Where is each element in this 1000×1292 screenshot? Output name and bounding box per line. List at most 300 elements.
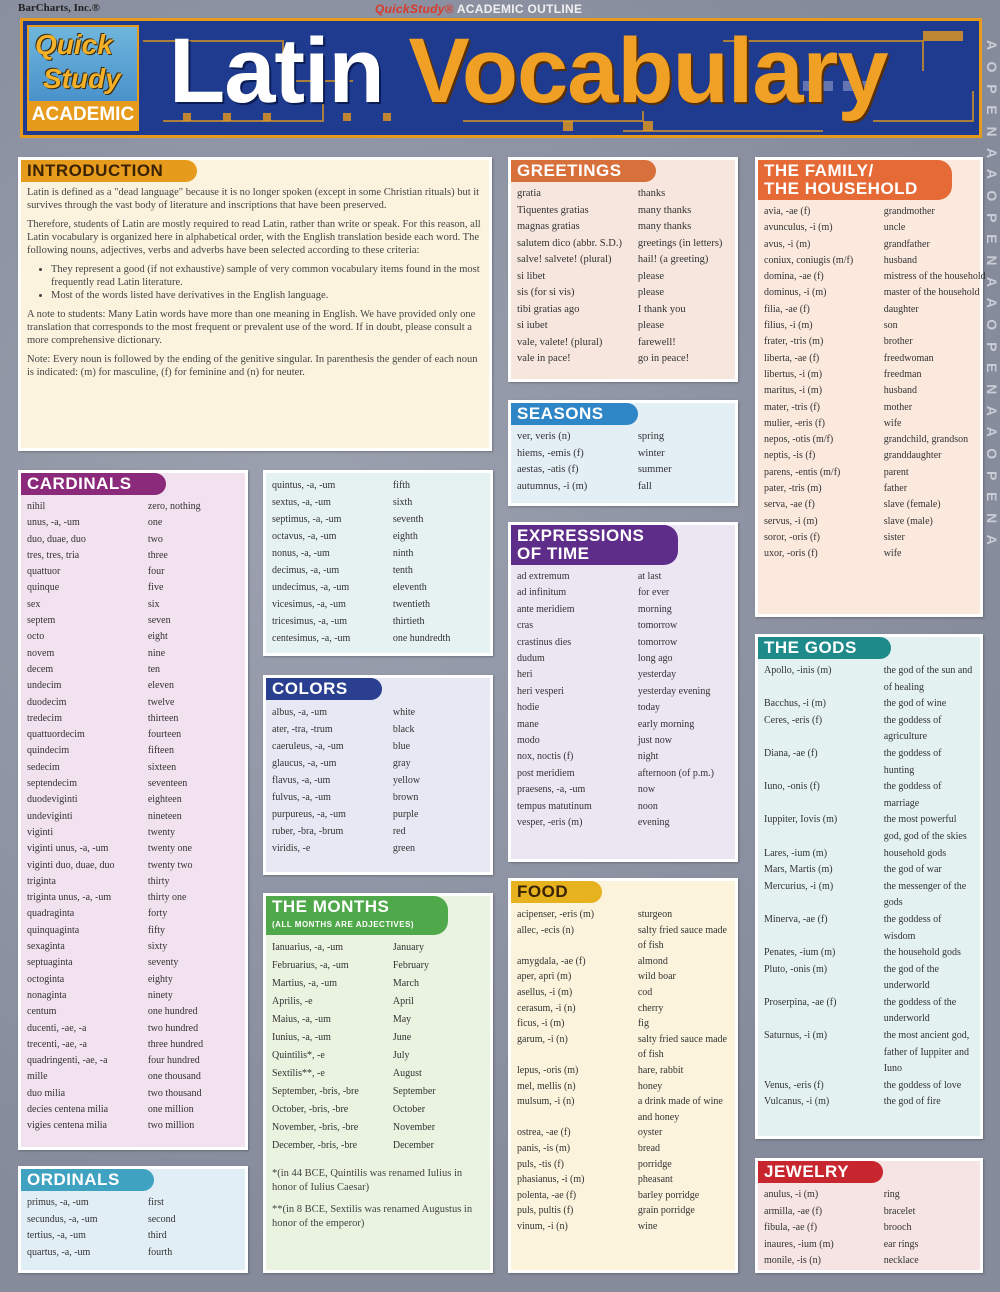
latin-term: septendecim bbox=[27, 778, 77, 790]
vocab-row bbox=[27, 695, 239, 711]
english-translation: ring bbox=[883, 1189, 900, 1200]
latin-term: Vulcanus, -i (m) bbox=[764, 1096, 830, 1108]
english-translation: ear rings bbox=[883, 1238, 919, 1250]
vocab-row bbox=[272, 939, 484, 957]
vocab-row bbox=[517, 684, 729, 700]
vocab-row bbox=[27, 1228, 239, 1245]
vocab-row bbox=[27, 858, 239, 874]
colors-panel bbox=[263, 675, 493, 875]
english-translation: seven bbox=[147, 615, 171, 627]
english-translation: brooch bbox=[883, 1222, 912, 1233]
english-translation: thirteen bbox=[147, 712, 179, 724]
vocab-row bbox=[517, 667, 729, 683]
latin-term: septuaginta bbox=[27, 957, 73, 969]
english-translation: the goddess of love bbox=[883, 1079, 962, 1091]
vocab-row bbox=[27, 792, 239, 808]
english-translation: now bbox=[637, 784, 656, 796]
latin-term: quinquaginta bbox=[27, 924, 80, 936]
page-title bbox=[169, 19, 887, 124]
vocab-row bbox=[272, 1083, 484, 1101]
vocab-row bbox=[27, 743, 239, 759]
latin-term: Mercurius, -i (m) bbox=[764, 880, 834, 892]
latin-term: secundus, -a, -um bbox=[27, 1213, 98, 1225]
latin-term: si iubet bbox=[517, 320, 548, 331]
publisher-label: BarCharts, Inc.® bbox=[18, 2, 100, 14]
english-translation: wife bbox=[883, 417, 902, 429]
vocab-row bbox=[272, 528, 484, 545]
latin-term: filius, -i (m) bbox=[764, 320, 813, 332]
vocab-row bbox=[764, 253, 974, 269]
english-translation: the household gods bbox=[883, 947, 961, 959]
latin-term: septimus, -a, -um bbox=[272, 514, 342, 525]
seasons-heading: SEASONS bbox=[511, 403, 638, 425]
latin-term: tres, tres, tria bbox=[27, 549, 80, 561]
vocab-row bbox=[764, 351, 974, 367]
english-translation: grandmother bbox=[883, 206, 935, 217]
vocab-row bbox=[517, 907, 729, 923]
latin-term: quattuordecim bbox=[27, 729, 85, 741]
latin-term: avunculus, -i (m) bbox=[764, 222, 833, 234]
vocab-row bbox=[764, 746, 974, 779]
vocab-row bbox=[517, 1203, 729, 1219]
english-translation: three hundred bbox=[147, 1038, 204, 1050]
english-translation: black bbox=[392, 724, 415, 735]
intro-bullet: • They represent a good (if not exhaustive) sample of very common vocabulary items found in the most frequently read Latin literature. bbox=[51, 263, 483, 289]
vocab-row bbox=[517, 1063, 729, 1079]
latin-term: avus, -i (m) bbox=[764, 238, 811, 250]
jewelry-list bbox=[758, 1183, 980, 1274]
latin-term: salve! salvete! (plural) bbox=[517, 254, 612, 265]
latin-term: mater, -tris (f) bbox=[764, 401, 820, 413]
english-translation: grandfather bbox=[883, 238, 930, 250]
english-translation: slave (female) bbox=[883, 499, 941, 511]
latin-term: puls, pultis (f) bbox=[517, 1205, 574, 1217]
latin-term: vesper, -eris (m) bbox=[517, 817, 583, 829]
vocab-row bbox=[764, 432, 974, 448]
vocab-row bbox=[517, 302, 729, 319]
latin-term: dudum bbox=[517, 653, 545, 665]
vocab-row bbox=[517, 318, 729, 335]
english-translation: two thousand bbox=[147, 1087, 202, 1099]
english-translation: brown bbox=[392, 792, 419, 803]
latin-term: sextus, -a, -um bbox=[272, 497, 331, 508]
latin-term: polenta, -ae (f) bbox=[517, 1189, 577, 1201]
ordinals-continued-list bbox=[266, 473, 490, 651]
english-translation: forty bbox=[147, 908, 168, 920]
latin-term: decies centena milia bbox=[27, 1103, 109, 1115]
latin-term: fibula, -ae (f) bbox=[764, 1222, 818, 1233]
vocab-row bbox=[27, 760, 239, 776]
vocab-row bbox=[272, 579, 484, 596]
latin-term: quindecim bbox=[27, 745, 70, 757]
english-translation: the god of wine bbox=[883, 698, 947, 710]
english-translation: master of the household bbox=[883, 287, 980, 299]
vocab-row bbox=[517, 923, 729, 954]
vocab-row bbox=[764, 285, 980, 301]
english-translation: yellow bbox=[392, 775, 421, 786]
latin-term: cras bbox=[517, 620, 534, 632]
latin-term: Venus, -eris (f) bbox=[764, 1079, 824, 1091]
latin-term: Diana, -ae (f) bbox=[764, 747, 818, 759]
english-translation: sixth bbox=[392, 497, 413, 508]
english-translation: six bbox=[147, 598, 160, 610]
latin-term: crastinus dies bbox=[517, 636, 572, 648]
english-translation: eighteen bbox=[147, 794, 182, 806]
vocab-row bbox=[272, 511, 484, 528]
latin-term: ad extremum bbox=[517, 571, 570, 582]
latin-term: vale, valete! (plural) bbox=[517, 336, 603, 348]
vocab-row bbox=[764, 1237, 974, 1254]
english-translation: February bbox=[392, 960, 429, 971]
gods-heading: THE GODS bbox=[758, 637, 891, 659]
english-translation: parent bbox=[883, 466, 909, 478]
english-translation: twelve bbox=[147, 696, 175, 708]
vocab-row bbox=[764, 713, 974, 746]
vocab-row bbox=[517, 1172, 729, 1188]
vocab-row bbox=[764, 1220, 974, 1237]
english-translation: please bbox=[637, 320, 665, 331]
english-translation: white bbox=[392, 707, 416, 718]
latin-term: sex bbox=[27, 598, 41, 610]
latin-term: glaucus, -a, -um bbox=[272, 758, 337, 769]
english-translation: bracelet bbox=[883, 1205, 916, 1217]
vocab-row bbox=[764, 530, 974, 546]
vocab-row bbox=[27, 662, 239, 678]
intro-paragraph: Latin is defined as a "dead language" because it is no longer spoken (except in some Christian rituals) but it survives through the vast body of literature and inscriptions that have been preserved. bbox=[27, 187, 480, 211]
greetings-list bbox=[511, 182, 735, 372]
vocab-row bbox=[27, 1245, 239, 1262]
vocab-row bbox=[272, 1029, 484, 1047]
english-translation: the goddess of marriage bbox=[883, 781, 942, 809]
latin-term: duo milia bbox=[27, 1087, 66, 1099]
latin-term: ante meridiem bbox=[517, 603, 575, 615]
english-translation: the god of the underworld bbox=[883, 963, 939, 992]
english-translation: thirty one bbox=[147, 892, 187, 904]
months-panel bbox=[263, 893, 493, 1273]
english-translation: thirty bbox=[147, 875, 170, 887]
latin-term: acipenser, -eris (m) bbox=[517, 909, 595, 920]
english-translation: bread bbox=[637, 1142, 661, 1154]
english-translation: the goddess of wisdom bbox=[883, 913, 942, 942]
vocab-row bbox=[27, 906, 239, 922]
latin-term: quartus, -a, -um bbox=[27, 1246, 91, 1258]
english-translation: tenth bbox=[392, 565, 413, 576]
english-translation: two hundred bbox=[147, 1022, 199, 1034]
english-translation: wild boar bbox=[637, 971, 676, 983]
english-translation: July bbox=[392, 1050, 410, 1061]
latin-term: October, -bris, -bre bbox=[272, 1104, 349, 1115]
english-translation: pheasant bbox=[637, 1174, 673, 1186]
vocab-row bbox=[27, 972, 239, 988]
vocab-row bbox=[27, 580, 239, 596]
vocab-row bbox=[517, 351, 729, 368]
vocab-row bbox=[27, 1021, 239, 1037]
latin-term: sis (for si vis) bbox=[517, 287, 575, 298]
english-translation: January bbox=[392, 942, 424, 953]
gods-list bbox=[758, 659, 980, 1115]
vocab-row bbox=[764, 1028, 974, 1078]
vocab-row bbox=[27, 1195, 239, 1212]
latin-term: Minerva, -ae (f) bbox=[764, 913, 828, 925]
latin-term: Ceres, -eris (f) bbox=[764, 714, 823, 726]
english-translation: grain porridge bbox=[637, 1205, 695, 1217]
vocab-row bbox=[764, 912, 974, 945]
latin-term: nihil bbox=[27, 501, 46, 512]
english-translation: necklace bbox=[883, 1255, 919, 1266]
english-translation: cherry bbox=[637, 1002, 664, 1014]
vocab-row bbox=[272, 1119, 484, 1137]
latin-term: duodeviginti bbox=[27, 794, 78, 806]
vocab-row bbox=[517, 335, 729, 352]
latin-term: tertius, -a, -um bbox=[27, 1230, 86, 1241]
vocab-row bbox=[517, 602, 729, 618]
english-translation: green bbox=[392, 843, 416, 854]
vocab-row bbox=[764, 812, 974, 845]
latin-term: monile, -is (n) bbox=[764, 1255, 821, 1266]
vocab-row bbox=[764, 1078, 974, 1095]
vocab-row bbox=[272, 721, 484, 738]
ordinals-panel bbox=[18, 1166, 248, 1273]
vocab-row bbox=[27, 809, 239, 825]
latin-term: trecenti, -ae, -a bbox=[27, 1038, 87, 1050]
latin-term: triginta unus, -a, -um bbox=[27, 892, 112, 904]
vocab-row bbox=[27, 727, 239, 743]
latin-term: Proserpina, -ae (f) bbox=[764, 996, 837, 1008]
vocab-row bbox=[272, 1047, 484, 1065]
vocab-row bbox=[517, 462, 729, 479]
vocab-row bbox=[764, 879, 974, 912]
vocab-row bbox=[517, 585, 729, 601]
vocab-row bbox=[517, 186, 729, 203]
latin-term: nonus, -a, -um bbox=[272, 548, 330, 559]
vocab-row bbox=[272, 789, 484, 806]
vocab-row bbox=[764, 862, 974, 879]
latin-term: undeviginti bbox=[27, 810, 73, 822]
vocab-row bbox=[27, 532, 239, 548]
vocab-row bbox=[517, 479, 729, 496]
english-translation: ninety bbox=[147, 989, 173, 1001]
latin-term: albus, -a, -um bbox=[272, 707, 327, 718]
vocab-row bbox=[517, 429, 729, 446]
english-translation: eighth bbox=[392, 531, 418, 542]
english-translation: December bbox=[392, 1140, 434, 1151]
vocab-row bbox=[27, 955, 239, 971]
english-translation: fifth bbox=[392, 480, 411, 491]
vocab-row bbox=[27, 1053, 239, 1069]
english-translation: March bbox=[392, 978, 419, 989]
english-translation: seventy bbox=[147, 957, 179, 969]
latin-term: quadraginta bbox=[27, 908, 75, 920]
english-translation: son bbox=[883, 320, 898, 332]
latin-term: Februarius, -a, -um bbox=[272, 960, 349, 971]
latin-term: lepus, -oris (m) bbox=[517, 1064, 579, 1076]
vocab-row bbox=[764, 269, 986, 285]
food-list bbox=[511, 903, 735, 1238]
vocab-row bbox=[517, 219, 729, 236]
latin-term: allec, -ecis (n) bbox=[517, 924, 574, 936]
family-heading-line1: THE FAMILY/ bbox=[764, 161, 874, 180]
latin-term: vinum, -i (n) bbox=[517, 1220, 568, 1232]
latin-term: flavus, -a, -um bbox=[272, 775, 331, 786]
english-translation: many thanks bbox=[637, 221, 692, 232]
vocab-row bbox=[272, 613, 484, 630]
vocab-row bbox=[27, 564, 239, 580]
latin-term: triginta bbox=[27, 875, 56, 887]
latin-term: decem bbox=[27, 663, 54, 675]
expressions-heading bbox=[511, 525, 678, 565]
outline-brand: QuickStudy® bbox=[375, 2, 454, 16]
latin-term: mille bbox=[27, 1071, 48, 1083]
latin-term: asellus, -i (m) bbox=[517, 986, 573, 998]
latin-term: soror, -oris (f) bbox=[764, 531, 820, 543]
vocab-row bbox=[517, 285, 729, 302]
latin-term: Bacchus, -i (m) bbox=[764, 698, 826, 710]
english-translation: twenty bbox=[147, 826, 176, 838]
english-translation: the most powerful god, god of the skies bbox=[883, 814, 967, 842]
english-translation: third bbox=[147, 1230, 167, 1241]
vocab-row bbox=[764, 663, 974, 696]
english-translation: salty fried sauce made of fish bbox=[637, 924, 727, 952]
english-translation: the goddess of hunting bbox=[883, 747, 942, 776]
colors-heading: COLORS bbox=[266, 678, 382, 700]
seasons-list bbox=[511, 425, 735, 499]
vocab-row bbox=[764, 1253, 974, 1270]
english-translation: grandchild, grandson bbox=[883, 434, 969, 446]
vocab-row bbox=[764, 416, 974, 432]
latin-term: Maius, -a, -um bbox=[272, 1014, 331, 1025]
latin-term: pater, -tris (m) bbox=[764, 483, 822, 495]
latin-term: Martius, -a, -um bbox=[272, 978, 337, 989]
latin-term: tredecim bbox=[27, 712, 62, 724]
vocab-row bbox=[764, 546, 974, 562]
latin-term: inaures, -ium (m) bbox=[764, 1238, 834, 1250]
vocab-row bbox=[517, 969, 729, 985]
english-translation: yesterday evening bbox=[637, 685, 711, 697]
vocab-row bbox=[764, 465, 974, 481]
latin-term: Apollo, -inis (m) bbox=[764, 665, 832, 676]
english-translation: barley porridge bbox=[637, 1189, 700, 1201]
latin-term: nox, noctis (f) bbox=[517, 751, 574, 763]
english-translation: hail! (a greeting) bbox=[637, 254, 709, 265]
months-list bbox=[266, 935, 490, 1159]
vocab-row bbox=[764, 204, 974, 220]
food-panel bbox=[508, 878, 738, 1273]
english-translation: brother bbox=[883, 336, 913, 348]
english-translation: seventh bbox=[392, 514, 424, 525]
latin-term: cerasum, -i (n) bbox=[517, 1002, 576, 1014]
english-translation: honey bbox=[637, 1080, 663, 1092]
vocab-row bbox=[517, 954, 729, 970]
vocab-row bbox=[764, 334, 974, 350]
vocab-row bbox=[27, 939, 239, 955]
latin-term: Lares, -ium (m) bbox=[764, 847, 828, 859]
latin-term: quadringenti, -ae, -a bbox=[27, 1055, 108, 1067]
english-translation: seventeen bbox=[147, 778, 188, 790]
latin-term: phasianus, -i (m) bbox=[517, 1174, 585, 1186]
latin-term: Aprilis, -e bbox=[272, 996, 313, 1007]
english-translation: for ever bbox=[637, 587, 670, 599]
latin-term: centum bbox=[27, 1006, 57, 1018]
vocab-row bbox=[27, 825, 239, 841]
vocab-row bbox=[764, 514, 974, 530]
ordinals-list bbox=[21, 1191, 245, 1265]
latin-term: hodie bbox=[517, 702, 540, 714]
english-translation: tomorrow bbox=[637, 620, 678, 632]
outline-label bbox=[375, 2, 582, 16]
outline-text: ACADEMIC OUTLINE bbox=[456, 2, 583, 16]
english-translation: the messenger of the gods bbox=[883, 880, 967, 909]
latin-term: sexaginta bbox=[27, 941, 65, 953]
vocab-row bbox=[272, 772, 484, 789]
vocab-row bbox=[517, 635, 729, 651]
english-translation: fall bbox=[637, 480, 652, 492]
vocab-row bbox=[272, 630, 484, 647]
latin-term: armilla, -ae (f) bbox=[764, 1205, 823, 1217]
intro-bullets bbox=[51, 263, 483, 302]
vocab-row bbox=[27, 548, 239, 564]
latin-term: November, -bris, -bre bbox=[272, 1122, 359, 1133]
vocab-row bbox=[27, 1004, 239, 1020]
months-note: *(in 44 BCE, Quintilis was renamed Iulius in honor of Iulius Caesar) bbox=[272, 1168, 463, 1193]
english-translation: red bbox=[392, 826, 406, 837]
intro-paragraph: A note to students: Many Latin words have more than one meaning in English. We have provided only one translation that corresponds to the most frequent or prevalent use of the word. If in doubt, please consult a more comprehensive dictionary. bbox=[27, 309, 476, 346]
vocab-row bbox=[272, 1137, 484, 1155]
latin-term: vale in pace! bbox=[517, 353, 571, 364]
latin-term: primus, -a, -um bbox=[27, 1197, 89, 1208]
english-translation: sturgeon bbox=[637, 909, 673, 920]
badge-quick: Quick bbox=[35, 29, 113, 60]
latin-term: octavus, -a, -um bbox=[272, 531, 337, 542]
vocab-row bbox=[27, 499, 239, 515]
latin-term: viginti duo, duae, duo bbox=[27, 859, 115, 871]
greetings-heading: GREETINGS bbox=[511, 160, 656, 182]
english-translation: winter bbox=[637, 447, 665, 459]
english-translation: farewell! bbox=[637, 336, 676, 348]
english-translation: freedman bbox=[883, 368, 922, 380]
latin-term: tempus matutinum bbox=[517, 800, 592, 812]
latin-term: magnas gratias bbox=[517, 221, 580, 232]
latin-term: quattuor bbox=[27, 566, 61, 578]
english-translation: a drink made of wine and honey bbox=[637, 1096, 723, 1123]
latin-term: sedecim bbox=[27, 761, 60, 773]
vocab-row bbox=[517, 799, 729, 815]
english-translation: one million bbox=[147, 1103, 194, 1115]
vocab-row bbox=[27, 874, 239, 890]
vocab-row bbox=[272, 975, 484, 993]
vocab-row bbox=[517, 446, 729, 463]
latin-term: ad infinitum bbox=[517, 587, 567, 599]
english-translation: eleventh bbox=[392, 582, 427, 593]
english-translation: the god of the sun and of healing bbox=[883, 665, 973, 693]
latin-term: ver, veris (n) bbox=[517, 431, 571, 442]
english-translation: sixty bbox=[147, 941, 168, 953]
latin-term: octo bbox=[27, 631, 45, 643]
vocab-row bbox=[27, 678, 239, 694]
vocab-row bbox=[517, 1125, 729, 1141]
cardinals-list bbox=[21, 495, 245, 1139]
latin-term: duo, duae, duo bbox=[27, 533, 86, 545]
vocab-row bbox=[27, 1086, 239, 1102]
vocab-row bbox=[517, 252, 729, 269]
vocab-row bbox=[764, 367, 974, 383]
latin-term: Iunius, -a, -um bbox=[272, 1032, 331, 1043]
introduction-panel bbox=[18, 157, 492, 451]
english-translation: one hundredth bbox=[392, 633, 451, 644]
latin-term: serva, -ae (f) bbox=[764, 499, 815, 511]
english-translation: gray bbox=[392, 758, 411, 769]
english-translation: second bbox=[147, 1213, 176, 1225]
latin-term: Iuppiter, Iovis (m) bbox=[764, 814, 838, 826]
